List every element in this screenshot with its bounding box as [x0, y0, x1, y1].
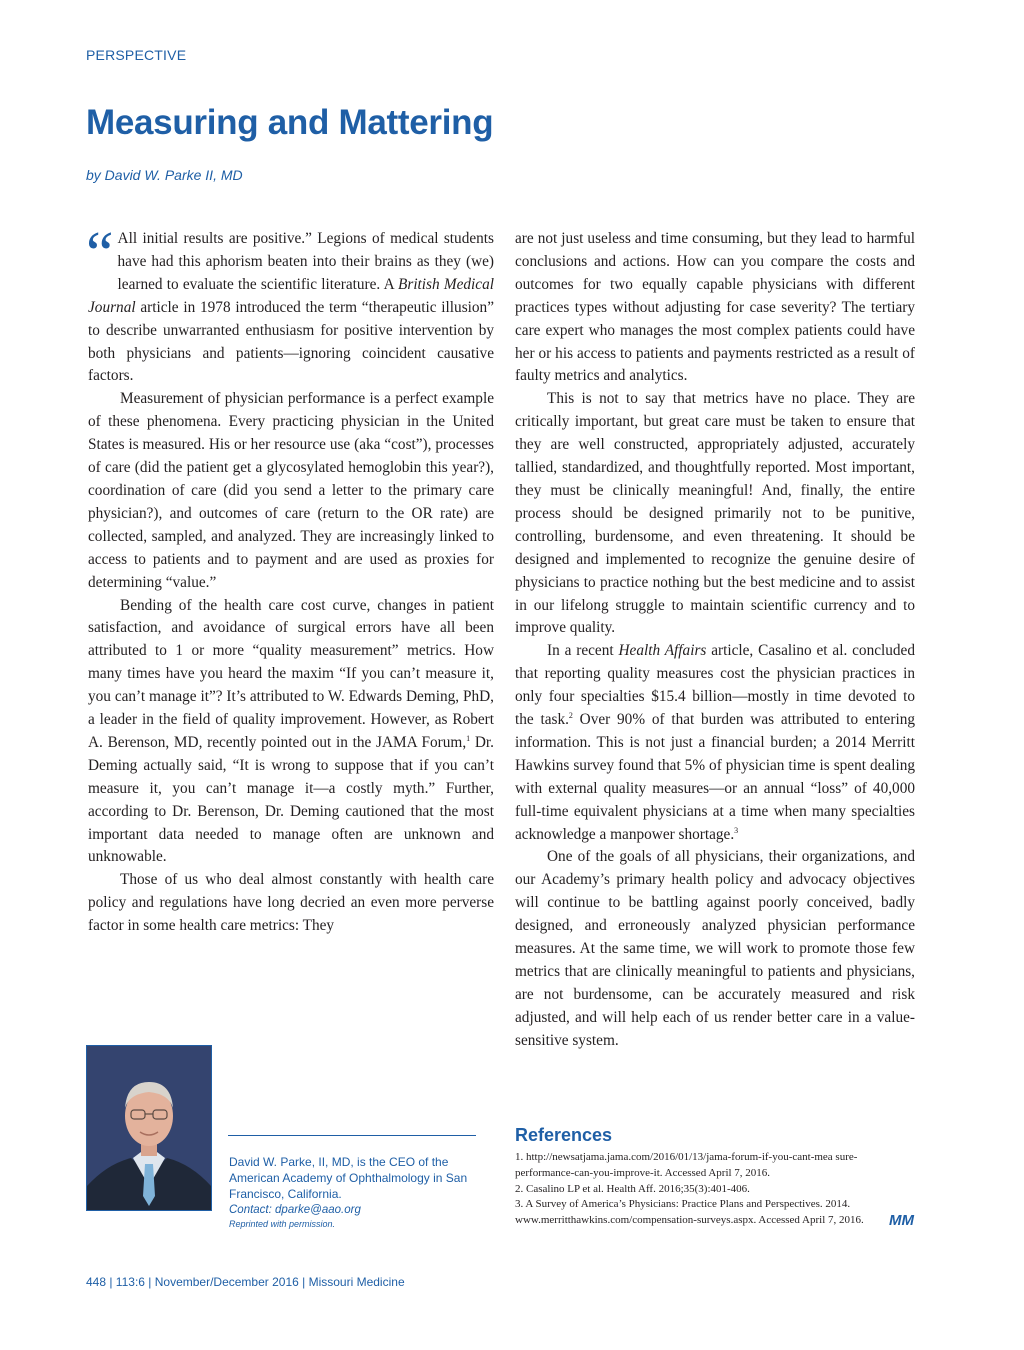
author-bio: [229, 1154, 489, 1231]
journal-name: British Medical Journal: [88, 275, 494, 316]
references-list: [515, 1150, 915, 1229]
paragraph-1: [86, 220, 494, 388]
bio-contact: Contact: dparke@aao.org: [229, 1204, 361, 1216]
page-footer: 448 | 113:6 | November/December 2016 | Missouri Medicine: [86, 1275, 405, 1289]
paragraph-text: In a recent: [547, 642, 619, 660]
citation-2: 2: [568, 710, 573, 720]
paragraph-5: are not just useless and time consuming, but they lead to harmful conclusions and actions. How can you compare the costs and outcomes for two equally capable physicians with different practices types without adjusting for case severity? The tertiary care expert who manages the most complex patients could have her or his access to patients and payments restricted as a result of faulty metrics and analytics.: [515, 230, 915, 385]
byline: by David W. Parke II, MD: [86, 167, 243, 183]
references-heading: References: [515, 1125, 613, 1145]
journal-logo: MM: [889, 1212, 914, 1229]
paragraph-6: This is not to say that metrics have no place. They are critically important, but great care must be taken to ensure that they are well constructed, appropriately adjusted, accurately tallied, standardized, and thoughtfully reported. Most important, they must be clinically meaningful! And, finally, the entire process should be designed primarily not to be punitive, controlling, burdensome, and even threatening. It should be designed and implemented to recognize the genuine desire of physicians to practice nothing but the best medicine and to assist in our lifelong struggle to maintain scientific currency and to improve quality.: [515, 390, 915, 637]
paragraph-3: [88, 595, 494, 870]
author-photo: [86, 1045, 212, 1211]
citation-3: 3: [734, 825, 739, 835]
reprint-note: Reprinted with permission.: [229, 1219, 336, 1229]
bio-divider: [228, 1135, 476, 1136]
paragraph-text: article, Casalino et al. concluded that reporting quality measures cost the physician practices in only four specialties $15.4 billion—mostly in time devoted to the task.: [515, 642, 915, 729]
reference-item: 1. http://newsatjama.jama.com/2016/01/13/jama-forum-if-you-cant-mea sure-performance-can-you-improve-it. Accessed April 7, 2016.: [515, 1151, 858, 1179]
paragraph-2: Measurement of physician performance is a perfect example of these phenomena. Every practicing physician in the United States is measured. His or her resource use (aka “cost”), processes of care (did the patient get a glycosylated hemoglobin this year?), coordination of care (did you send a letter to the primary care physician?), and outcomes of care (return to the OR rate) are collected, sampled, and analyzed. They are increasingly linked to access to patients and to payment and are used as proxies for determining “value.”: [88, 390, 494, 591]
paragraph-text: All initial results are positive.” Legions of medical students have had this aphorism beaten into their brains as they (we) learned to evaluate the scientific literature. A: [117, 230, 494, 293]
article-column-left: [86, 220, 494, 938]
paragraph-8: One of the goals of all physicians, their organizations, and our Academy’s primary health policy and advocacy objectives will continue to be battling against poorly conceived, badly designed, and erroneously analyzed physician performance measures. At the same time, we will work to promote those few metrics that are clinically meaningful to patients and physicians, are not burdensome, can be accurately measured and risk adjusted, and will help each of us render better care in a value-sensitive system.: [515, 848, 915, 1049]
paragraph-text: Dr. Deming actually said, “It is wrong to suppose that if you can’t measure it, you can’t manage it—a costly myth.” Further, according to Dr. Berenson, Dr. Deming cautioned that the most important data needed to manage often are unknown and unknowable.: [88, 733, 494, 866]
paragraph-7: [515, 640, 915, 846]
reference-item: 3. A Survey of America’s Physicians: Practice Plans and Perspectives. 2014. www.merritthawkins.com/compensation-surveys.aspx. Accessed April 7, 2016.: [515, 1198, 864, 1227]
bio-text: David W. Parke, II, MD, is the CEO of the American Academy of Ophthalmology in San Francisco, California.: [229, 1155, 468, 1201]
section-label: PERSPECTIVE: [86, 47, 187, 63]
paragraph-text: article in 1978 introduced the term “therapeutic illusion” to describe unwarranted enthusiasm for positive intervention by both physicians and patients—ignoring coincident causative factors.: [88, 298, 494, 385]
paragraph-4: Those of us who deal almost constantly with health care policy and regulations have long decried an even more perverse factor in some health care metrics: They: [88, 871, 494, 935]
journal-name: Health Affairs: [618, 642, 707, 660]
reference-item: 2. Casalino LP et al. Health Aff. 2016;35(3):401-406.: [515, 1182, 750, 1195]
author-portrait-illustration: [87, 1046, 211, 1210]
article-column-right: [515, 228, 915, 1053]
article-title: Measuring and Mattering: [86, 103, 494, 142]
paragraph-text: Over 90% of that burden was attributed to entering information. This is not just a financial burden; a 2014 Merritt Hawkins survey found that 5% of physician time is spent dealing with external quality measures—or an annual “loss” of 40,000 full-time equivalent physicians at a time when many specialties acknowledge a manpower shortage.: [515, 711, 915, 843]
drop-quote-mark: “: [86, 220, 114, 288]
citation-1: 1: [466, 733, 471, 743]
paragraph-text: Bending of the health care cost curve, changes in patient satisfaction, and avoidance of surgical errors have all been attributed to 1 or more “quality measurement” metrics. How many times have you heard the maxim “If you can’t measure it, you can’t manage it”? It’s attributed to W. Edwards Deming, PhD, a leader in the field of quality improvement. However, as Robert A. Berenson, MD, recently pointed out in the JAMA Forum,: [88, 596, 494, 751]
